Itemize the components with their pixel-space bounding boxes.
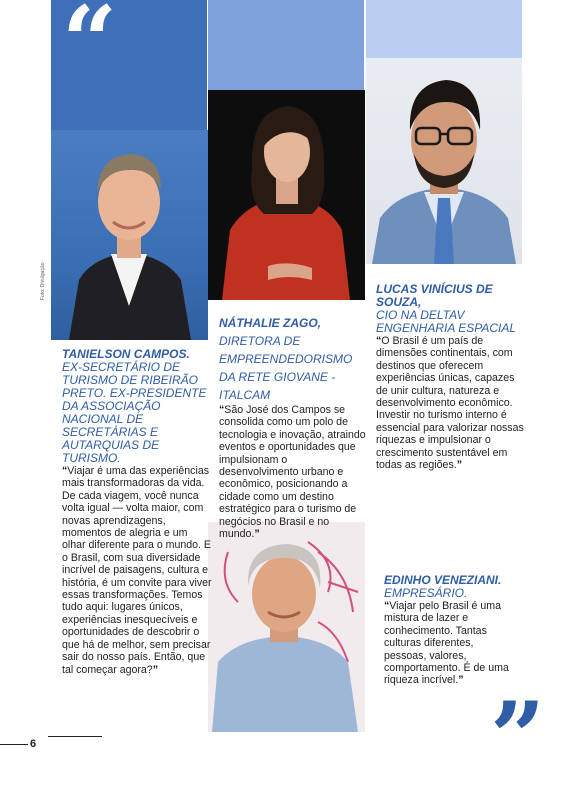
testimonial-nathalie xyxy=(219,314,369,540)
person-quote xyxy=(376,335,526,471)
testimonial-tanielson xyxy=(62,348,212,676)
person-quote xyxy=(384,600,514,687)
top-band-mid xyxy=(208,0,364,90)
open-quote-mark: “ xyxy=(62,0,118,98)
portrait-lucas xyxy=(366,58,522,264)
quote-text: São José dos Campos se consolida como um polo de tecnologia e inovação, atraindo eventos e oportunidades que impulsionam o desenvolvimento urbano e econômico, posicionando a cidade como um destino estratégico para o turismo de negócios no Brasil e no mundo. xyxy=(219,404,366,541)
footer-rule-right xyxy=(48,736,102,737)
person-name: LUCAS VINÍCIUS DE SOUZA, xyxy=(376,282,493,309)
quote-mark-close: ” xyxy=(254,528,260,541)
portrait-nathalie xyxy=(208,90,365,300)
person-role: EX-SECRETÁRIO DE TURISMO DE RIBEIRÃO PRETO. EX-PRESIDENTE DA ASSOCIAÇÃO NACIONAL DE SECRETÁRIAS E AUTARQUIAS DE TURISMO. xyxy=(62,360,207,465)
quote-mark-close: ” xyxy=(152,663,158,676)
top-band-light xyxy=(366,0,522,58)
person-quote xyxy=(219,404,369,540)
testimonial-lucas xyxy=(376,283,526,471)
testimonial-edinho xyxy=(384,574,514,687)
quote-mark-open: “ xyxy=(62,465,68,477)
quote-mark-open: “ xyxy=(384,600,390,612)
photo-credit: Foto: Divulgação xyxy=(40,262,46,300)
close-quote-mark: ” xyxy=(490,681,546,794)
quote-mark-close: ” xyxy=(456,459,462,472)
quote-mark-open: “ xyxy=(219,404,225,416)
person-role: CIO NA DELTAV ENGENHARIA ESPACIAL xyxy=(376,308,517,335)
person-heading xyxy=(219,314,369,404)
footer-rule-left xyxy=(0,744,28,745)
quote-mark-open: “ xyxy=(376,335,382,347)
person-quote xyxy=(62,465,212,676)
person-role: DIRETORA DE EMPREENDEDORISMO DA RETE GIOVANE - ITALCAM xyxy=(219,334,353,402)
quote-text: Viajar pelo Brasil é uma mistura de lazer e conhecimento. Tantas culturas diferentes, pessoas, valores, comportamento. É de uma riqueza incrível. xyxy=(384,600,509,687)
portrait-tanielson xyxy=(51,130,208,340)
portrait-edinho xyxy=(208,522,365,732)
quote-text: O Brasil é um país de dimensões continentais, com destinos que oferecem experiências únicas, capazes de unir cultura, natureza e desenvolvimento econômico. Investir no turismo interno é essencial para valorizar nossas riquezas e impulsionar o crescimento sustentável em todas as regiões. xyxy=(376,335,524,472)
person-name: EDINHO VENEZIANI. xyxy=(384,573,502,587)
person-name: TANIELSON CAMPOS. xyxy=(62,347,190,361)
person-role: EMPRESÁRIO. xyxy=(384,586,468,600)
person-name: NÁTHALIE ZAGO, xyxy=(219,316,321,330)
quote-text: Viajar é uma das experiências mais transformadoras da vida. De cada viagem, você nunca volta igual — volta maior, com novas aprendizagens, momentos de alegria e um olhar diferente para o mundo. E o Brasil, com sua diversidade incrível de paisagens, cultura e história, é um convite para viver essas transformações. Temos tudo aqui: lugares únicos, experiências inesquecíveis e oportunidades de descobrir o que há de melhor, sem precisar sair do nosso país. Então, que tal começar agora? xyxy=(62,465,212,676)
page-number: 6 xyxy=(30,738,37,750)
quote-mark-close: ” xyxy=(458,674,464,687)
